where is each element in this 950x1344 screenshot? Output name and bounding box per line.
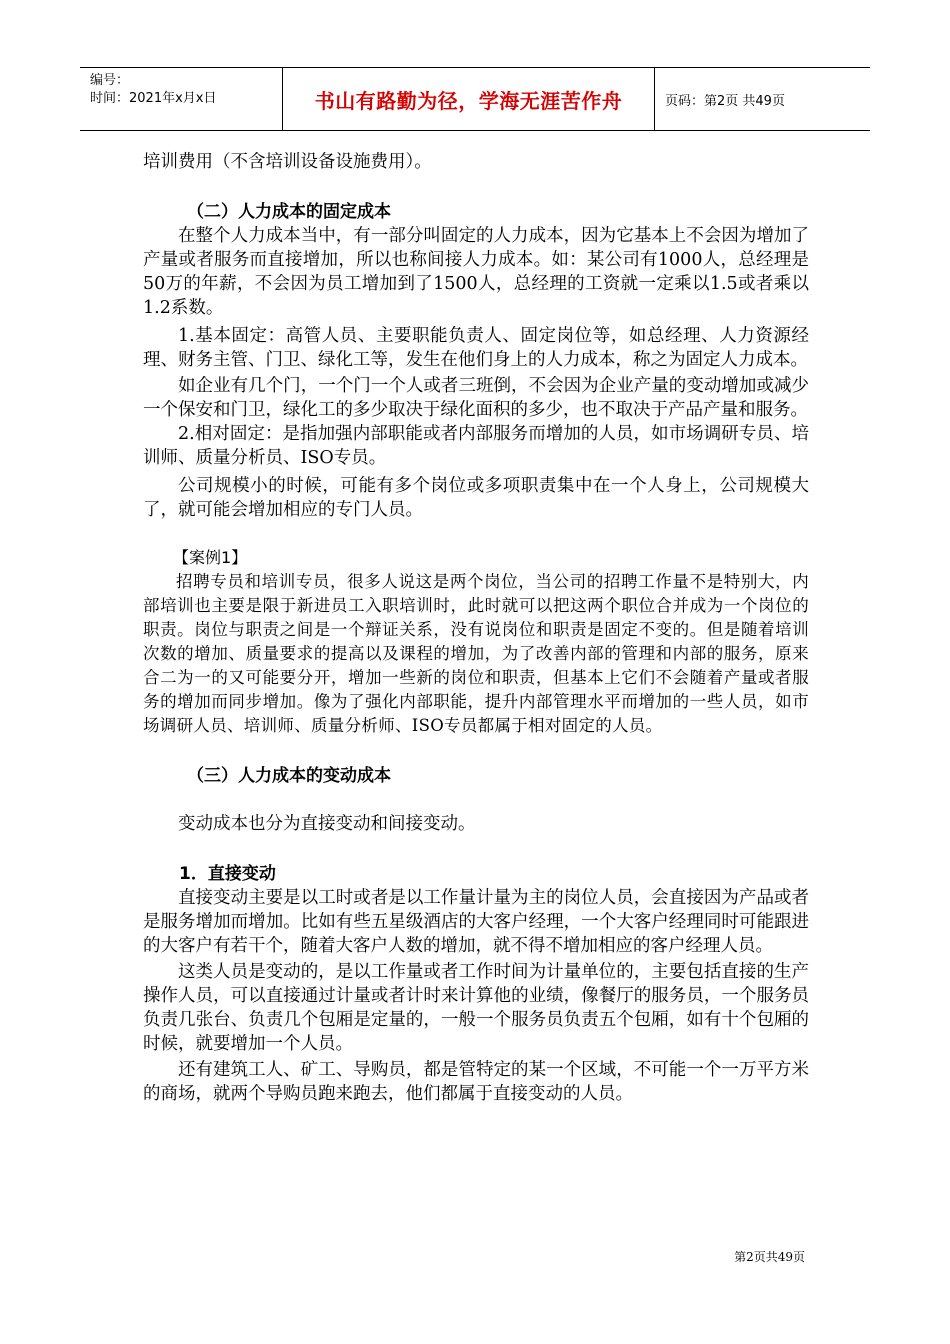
document-body (143, 150, 809, 1106)
paragraph-top: 培训费用（不含培训设备设施费用）。 (143, 152, 432, 172)
paragraph-fixed-5: 公司规模小的时候，可能有多个岗位或多项职责集中在一个人身上，公司规模大了，就可能会增加相应的专门人员。 (143, 476, 809, 520)
page-header (80, 67, 870, 131)
header-meta (80, 68, 283, 130)
paragraph-direct-2: 这类人员是变动的，是以工作量或者工作时间为计量单位的，主要包括直接的生产操作人员，可以直接通过计量或者计时来计算他的业绩，像餐厅的服务员，一个服务员负责几张台、负责几个包厢是定量的，一般一个服务员负责五个包厢，如有十个包厢的时候，就要增加一个人员。 (143, 962, 809, 1054)
page-footer: 第2页共49页 (734, 1250, 805, 1264)
section-heading-variable: （三）人力成本的变动成本 (187, 766, 391, 786)
doc-code-label: 编号： (90, 73, 130, 88)
doc-time-label: 时间：2021年x月x日 (90, 91, 217, 106)
header-page-label: 页码：第2页 共49页 (665, 93, 785, 109)
paragraph-direct-3: 还有建筑工人、矿工、导购员，都是管特定的某一个区域，不可能一个一万平方米的商场，就两个导购员跑来跑去，他们都属于直接变动的人员。 (143, 1060, 809, 1104)
paragraph-fixed-3: 如企业有几个门，一个门一个人或者三班倒，不会因为企业产量的变动增加或减少一个保安和门卫，绿化工的多少取决于绿化面积的多少，也不取决于产品产量和服务。 (143, 376, 809, 420)
paragraph-direct-1: 直接变动主要是以工时或者是以工作量计量为主的岗位人员，会直接因为产品或者是服务增加而增加。比如有些五星级酒店的大客户经理，一个大客户经理同时可能跟进的大客户有若干个，随着大客户人数的增加，就不得不增加相应的客户经理人员。 (143, 888, 809, 956)
case-block (143, 546, 809, 738)
section-heading-fixed: （二）人力成本的固定成本 (187, 202, 391, 222)
paragraph-fixed-4: 2.相对固定：是指加强内部职能或者内部服务而增加的人员，如市场调研专员、培训师、质量分析员、ISO专员。 (143, 424, 809, 468)
header-motto: 书山有路勤为径，学海无涯苦作舟 (283, 68, 655, 130)
case-text: 招聘专员和培训专员，很多人说这是两个岗位，当公司的招聘工作量不是特别大，内部培训也主要是限于新进员工入职培训时，此时就可以把这两个职位合并成为一个岗位的职责。岗位与职责之间是一个辩证关系，没有说岗位和职责是固定不变的。但是随着培训次数的增加、质量要求的提高以及课程的增加，为了改善内部的管理和内部的服务，原来合二为一的又可能要分开，增加一些新的岗位和职责，但基本上它们不会随着产量或者服务的增加而同步增加。像为了强化内部职能，提升内部管理水平而增加的一些人员，如市场调研人员、培训师、质量分析师、ISO专员都属于相对固定的人员。 (143, 572, 809, 735)
subsection-heading-direct: 1．直接变动 (179, 864, 276, 884)
paragraph-fixed-1: 在整个人力成本当中，有一部分叫固定的人力成本，因为它基本上不会因为增加了产量或者服务而直接增加，所以也称间接人力成本。如：某公司有1000人，总经理是50万的年薪，不会因为员工增加到了1500人，总经理的工资就一定乘以1.5或者乘以1.2系数。 (143, 226, 809, 318)
case-title: 【案例1】 (173, 548, 248, 567)
paragraph-fixed-2: 1.基本固定：高管人员、主要职能负责人、固定岗位等，如总经理、人力资源经理、财务主管、门卫、绿化工等，发生在他们身上的人力成本，称之为固定人力成本。 (143, 326, 809, 370)
paragraph-variable-intro: 变动成本也分为直接变动和间接变动。 (178, 814, 476, 834)
